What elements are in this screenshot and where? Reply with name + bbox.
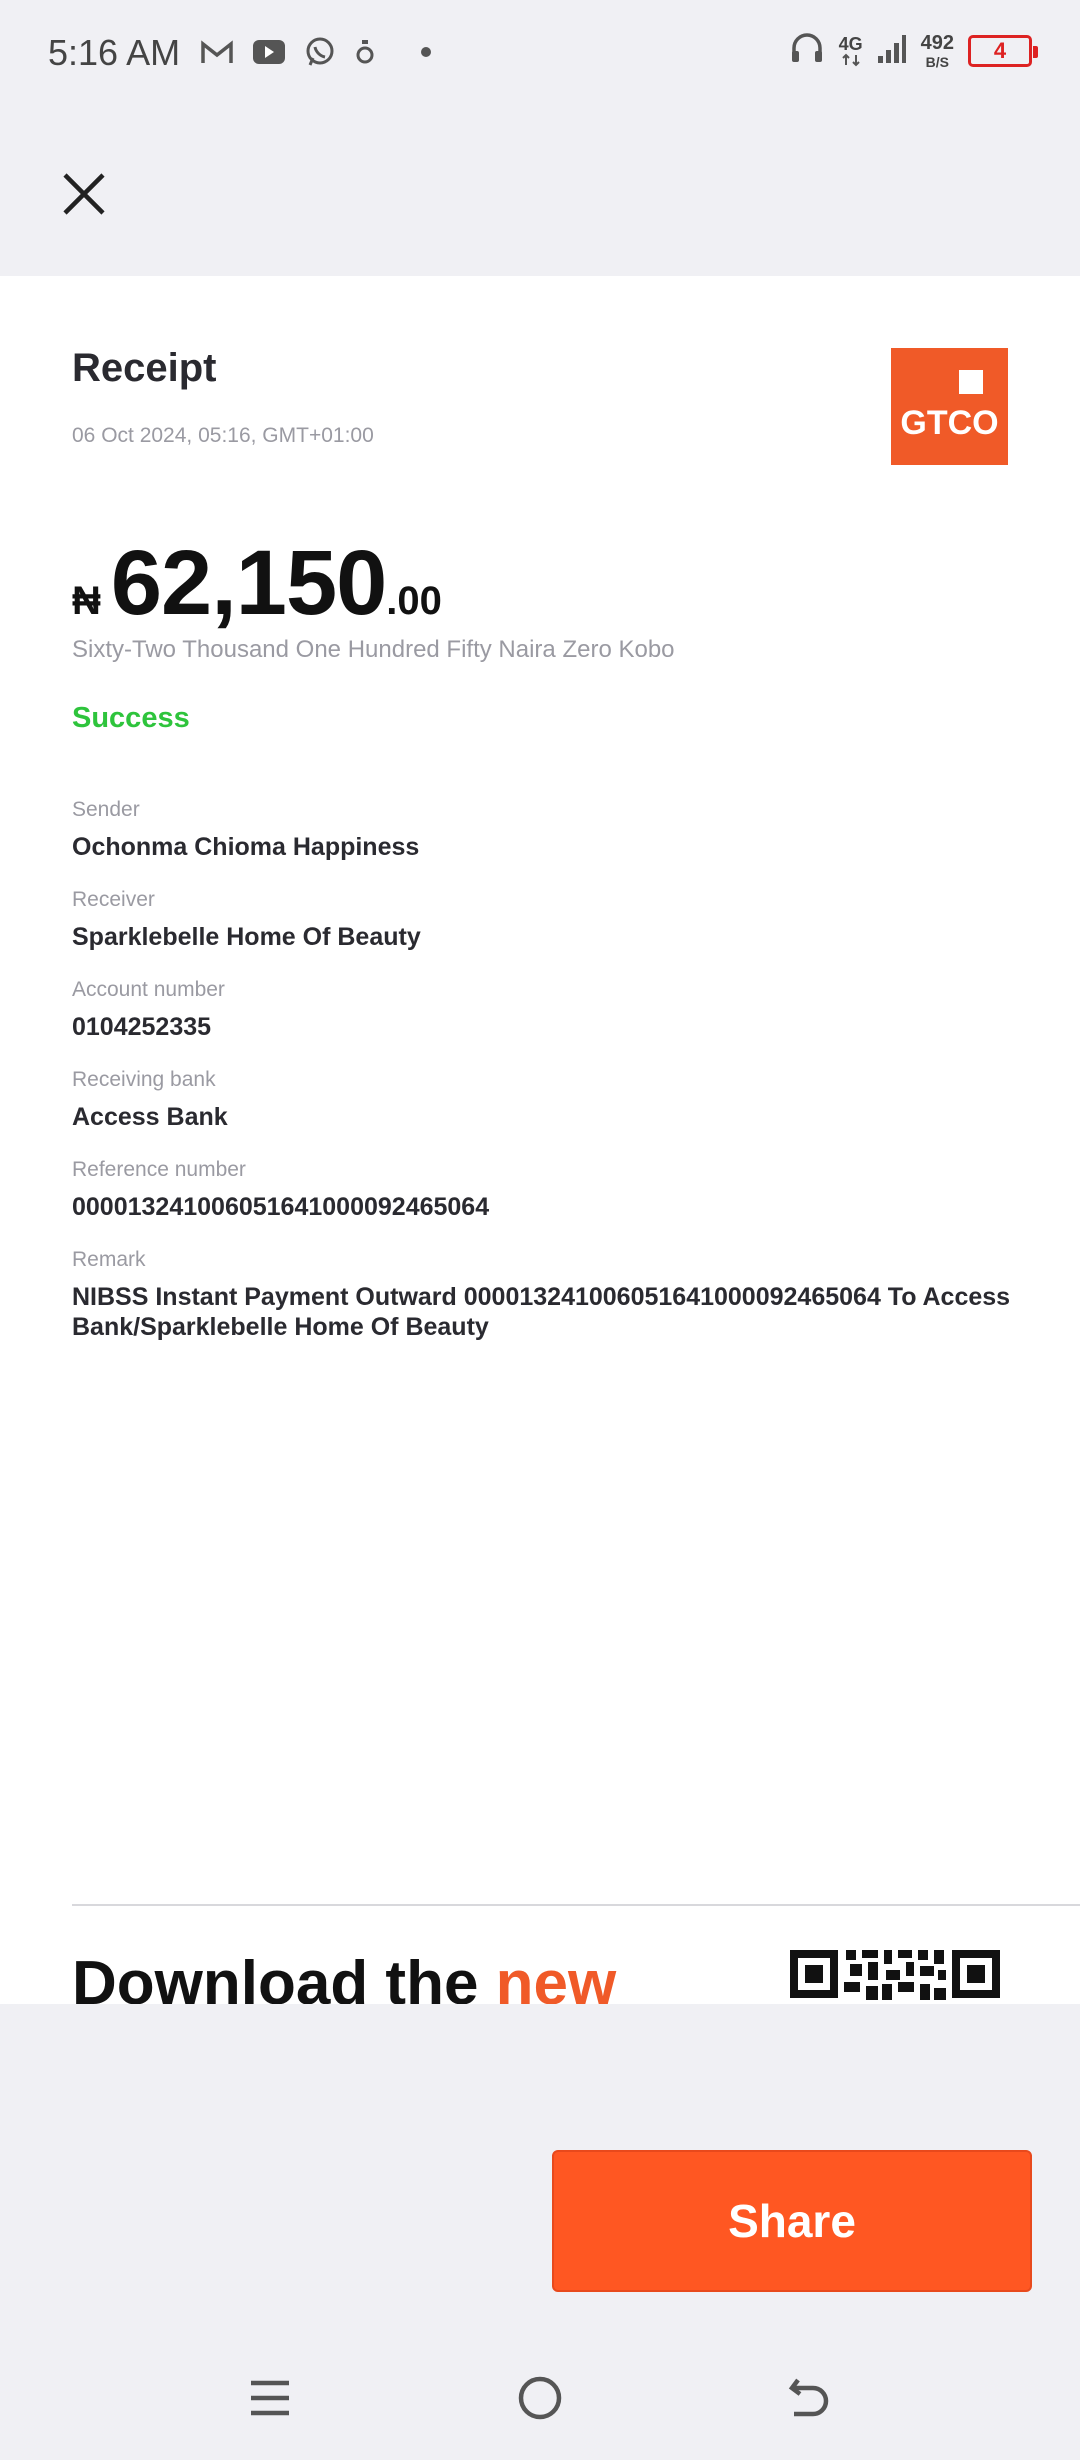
receipt-date: 06 Oct 2024, 05:16, GMT+01:00 (72, 424, 374, 447)
home-circle-icon (517, 2375, 563, 2426)
back-button[interactable] (770, 2360, 850, 2440)
gtco-logo (891, 348, 1008, 465)
system-nav-bar (0, 2340, 1080, 2460)
receipt-card (0, 276, 1080, 2004)
amount (72, 531, 442, 636)
detail-label: Receiver (72, 888, 155, 911)
amount-decimal: .00 (386, 579, 442, 623)
detail-value: 0104252335 (72, 1013, 212, 1041)
promo-banner (72, 1948, 616, 2004)
recent-apps-button[interactable] (230, 2360, 310, 2440)
share-button[interactable]: Share (552, 2150, 1032, 2292)
network-type: 4G (838, 33, 863, 54)
detail-label: Remark (72, 1248, 146, 1271)
gmail-icon (200, 39, 234, 65)
close-icon (62, 172, 106, 221)
status-bar (0, 0, 1080, 108)
divider (72, 1904, 1080, 1906)
detail-receiver (72, 886, 1012, 952)
detail-account-number (72, 976, 1012, 1042)
battery-level: 4 (993, 37, 1007, 63)
transaction-details (72, 796, 1012, 1366)
qr-code-icon (788, 1948, 1002, 2004)
menu-icon (249, 2378, 291, 2423)
promo-text: Download the (72, 1949, 496, 2004)
currency-symbol: ₦ (72, 579, 101, 623)
receipt-title: Receipt (72, 346, 217, 390)
timer-icon (354, 38, 376, 66)
detail-label: Sender (72, 798, 140, 821)
youtube-icon (252, 39, 286, 65)
detail-remark (72, 1246, 1012, 1342)
notification-icons (200, 36, 432, 68)
detail-value: NIBSS Instant Payment Outward 000013241006051641000092465064 To Access Bank/Sparklebelle Home Of Beauty (72, 1283, 1011, 1341)
close-button[interactable] (52, 164, 116, 228)
status-badge: Success (72, 702, 190, 734)
status-time: 5:16 AM (48, 32, 181, 73)
detail-value: Sparklebelle Home Of Beauty (72, 923, 421, 951)
amount-in-words: Sixty-Two Thousand One Hundred Fifty Naira Zero Kobo (72, 636, 675, 663)
headphones-icon (789, 30, 825, 71)
network-speed (921, 32, 954, 70)
header (0, 108, 1080, 276)
logo-square (959, 370, 983, 394)
network-type-indicator (839, 35, 863, 67)
detail-label: Receiving bank (72, 1068, 216, 1091)
back-icon (788, 2376, 832, 2425)
speed-value: 492 (920, 31, 954, 54)
whatsapp-icon (304, 36, 336, 68)
promo-accent: new (495, 1949, 617, 2004)
battery-icon (968, 35, 1032, 67)
detail-reference-number (72, 1156, 1012, 1222)
detail-label: Reference number (72, 1158, 246, 1181)
signal-icon (877, 32, 907, 69)
speed-unit: B/S (925, 53, 949, 70)
detail-value: 000013241006051641000092465064 (72, 1193, 490, 1221)
dot-icon (420, 46, 432, 58)
home-button[interactable] (500, 2360, 580, 2440)
detail-label: Account number (72, 978, 225, 1001)
amount-main: 62,150 (110, 532, 387, 634)
detail-value: Ochonma Chioma Happiness (72, 833, 420, 861)
detail-receiving-bank (72, 1066, 1012, 1132)
detail-sender (72, 796, 1012, 862)
logo-text: GTCO (900, 404, 999, 442)
system-icons (789, 30, 1032, 71)
detail-value: Access Bank (72, 1103, 228, 1131)
